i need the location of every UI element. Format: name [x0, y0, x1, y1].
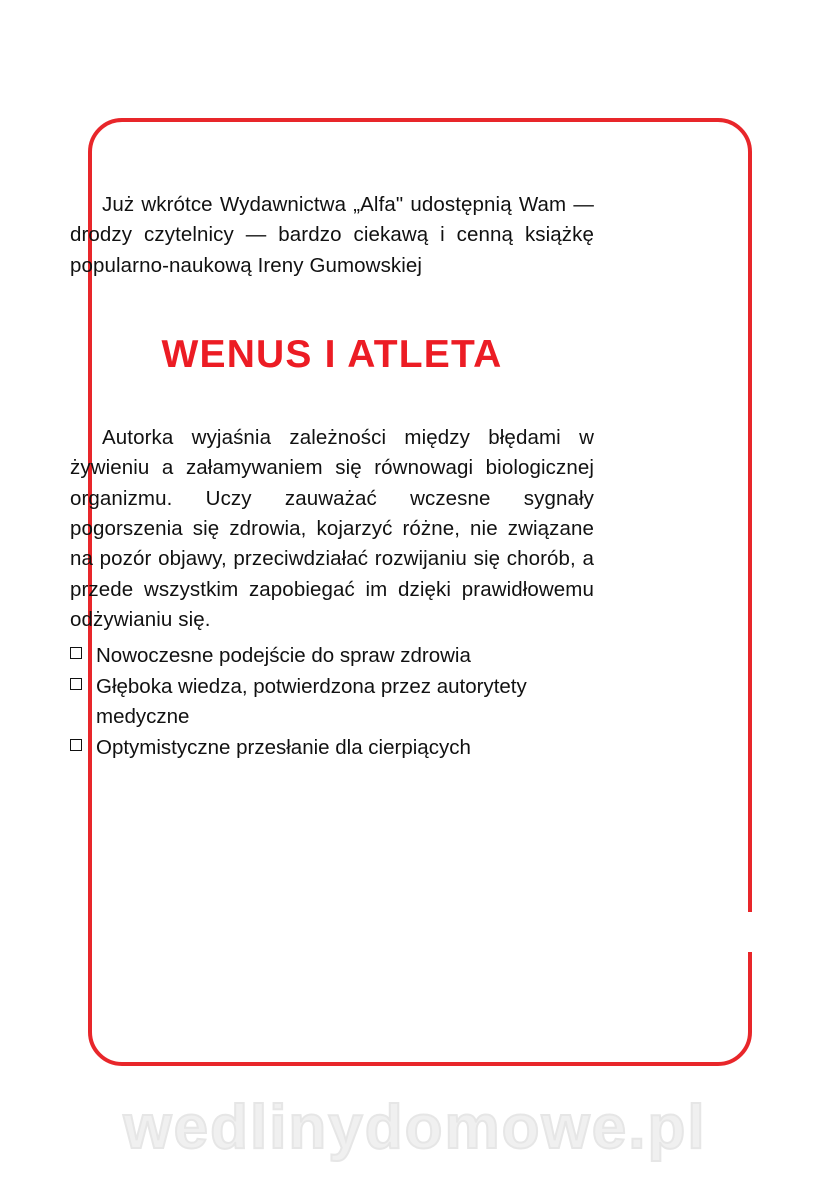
intro-paragraph-text: Już wkrótce Wydawnictwa „Alfa" udostępnią Wam — drodzy czytelnicy — bardzo ciekawą i cenną książkę popularno-naukową Ireny Gumowskiej — [70, 193, 594, 277]
feature-list — [70, 641, 594, 761]
list-item — [70, 733, 594, 762]
description-paragraph-text: Autorka wyjaśnia zależności między błędami w żywieniu a załamywaniem się równowagi biologicznej organizmu. Uczy zauważać wczesne sygnały pogorszenia się zdrowia, kojarzyć różne, nie związane na pozór objawy, przeciwdziałać rozwijaniu się chorób, a przede wszystkim zapobiegać im dzięki prawidłowemu odżywianiu się. — [70, 425, 594, 631]
description-paragraph — [70, 423, 594, 635]
checkbox-icon — [70, 647, 82, 659]
intro-paragraph — [70, 190, 594, 281]
frame-edge-gap — [742, 912, 752, 952]
list-item — [70, 641, 594, 670]
checkbox-icon — [70, 739, 82, 751]
list-item — [70, 672, 594, 730]
list-item-label: Optymistyczne przesłanie dla cierpiących — [96, 735, 471, 759]
checkbox-icon — [70, 678, 82, 690]
book-title: WENUS I ATLETA — [161, 332, 503, 376]
watermark-text: wedlinydomowe.pl — [123, 1093, 707, 1162]
list-item-label: Nowoczesne podejście do spraw zdrowia — [96, 644, 471, 668]
advertisement-content — [70, 190, 594, 764]
list-item-label: Głęboka wiedza, potwierdzona przez autorytety medyczne — [96, 675, 527, 728]
